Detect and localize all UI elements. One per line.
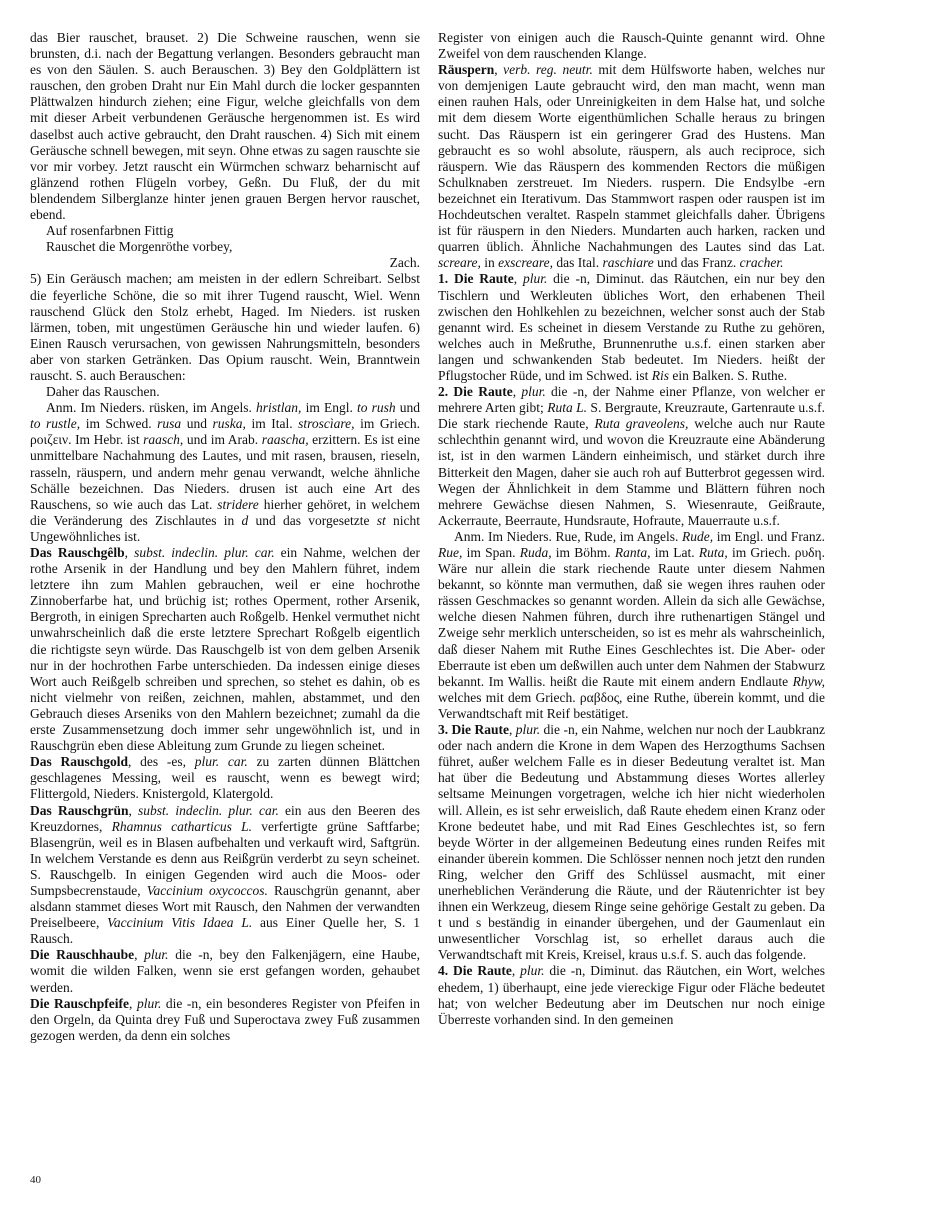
headword: 3. Die Raute <box>438 722 509 738</box>
entry-rauschhaube: Die Rauschhaube, plur. die -n, bey den Falkenjägern, eine Haube, womit die wilden Falken, wenn sie erst gefangen worden, gehaubet werden. <box>30 947 420 995</box>
headword: Räuspern <box>438 62 495 78</box>
verse-line: Rauschet die Morgenröthe vorbey, <box>46 239 233 255</box>
verse-source: Zach. <box>389 255 420 271</box>
entry-raute-2: 2. Die Raute, plur. die -n, der Nahme einer Pflanze, von welcher er mehrere Arten gibt; Ruta L. S. Bergraute, Kreuzraute, Gartenraute u.s.f. Die stark riechende Raute, Ruta graveolens, welche auch nur Raute schlechthin genannt wird, und wovon die Kreuzraute eine Abänderung ist, ist in den warmen Ländern einheimisch, und stärket durch ihre Bitterkeit den Magen, daher sie auch roh auf Butterbrot gegessen wird. Wegen der Ähnlichkeit in dem Stamme und Blättern führen noch mehrere Gewächse diesen Nahmen, S. Wiesenraute, Geißraute, Ackerraute, Beerraute, Hundsraute, Hofraute, Mauerraute u.s.f. <box>438 384 826 528</box>
entry-rauschgelb: Das Rauschgêlb, subst. indeclin. plur. car. ein Nahme, welchen der rothe Arsenik in der Handlung und bey den Mahlern führet, indem letztere ihn zum Mahlen gebrauchen, weil er eine hochrothe Zinnoberfarbe hat, und brüchig ist; rothes Operment, rother Arsenik, Bergroth, in einigen Sprecharten auch Roßgelb. Henkel vermuthet nicht unwahrscheinlich daß die erste letztere Sprechart Roßgelb eigentlich die richtigste seyn würde. Das Rauschgelb ist von dem gelben Arsenik nur in der hochrothen Farbe unterschieden. Da indessen einige dieses Wort auch Reißgelb schreiben und sprechen, so stehet es dahin, ob es nicht vielmehr von reißen, zeichnen, mahlen, abstammet, und den Gebrauch dieses Arseniks von den Mahlern bezeichnet; zumahl da die erste Zusammensetzung doch immer sehr ungewöhnlich ist, und in Rauschgrün eben diese Ableitung zum Grunde zu liegen scheinet. <box>30 545 420 754</box>
headword: Das Rauschgrün <box>30 802 129 818</box>
annotation-raute: Anm. Im Nieders. Rue, Rude, im Angels. Rude, im Engl. und Franz. Rue, im Span. Ruda, im Böhm. Ranta, im Lat. Ruta, im Griech. ρυδη. Wäre nur allein die stark riechende Raute unter diesem Nahmen bekannt, so könnte man vermuthen, daß sie wegen ihres rauhen oder rässen Geschmackes so genannt worden. Allein da sich alle Gewächse, welche diesen Nahmen führen, durch ihre ruthenartigen Stängel und Zweige sehr merklich unterscheiden, so ist es mehr als wahrscheinlich, daß dieser Nahem mit Ruthe Eines Geschlechtes ist. Die Aber- oder Eberraute ist eben um deßwillen auch unter dem Nahmen der Stabwurz bekannt. Im Wallis. heißt die Raute mit einem andern Endlaute Rhyw, welches mit dem Griech. ραβδος, eine Ruthe, überein kommt, und die Verwandtschaft mit Reif bestätiget. <box>438 528 825 721</box>
entry-raute-1: 1. Die Raute, plur. die -n, Diminut. das Räutchen, ein nur bey den Tischlern und Werkleuten übliches Wort, den erhabenen Theil zwischen den Hohlkehlen zu bezeichnen, welcher sonst auch der Stab genannt wird. Es scheinet in diesem Verstande zu Ruthe zu gehören, welches auch in Meßruthe, Brunnenruthe u.s.f. einen starken aber langen und schwankenden Stab bedeutet. Im Nieders. heißt der Pflugstocher Rüde, und im Schwed. ist Ris ein Balken. S. Ruthe. <box>438 271 825 383</box>
entry-rauschen-continuation: das Bier rauschet, brauset. 2) Die Schweine rauschen, wenn sie brunsten, d.i. nach der Begattung verlangen. Besonders gebraucht man es von den Säulen. S. auch Berauschen. 3) Bey den Goldplättern ist rauschen, den groben Draht nur Ein Mahl durch die locker gespannten Plättwalzen hindurch ziehen; eine Figur, welche gleichfalls von dem mit dieser Arbeit verbundenen Geräusche hergenommen ist. Es wird daselbst auch active gebraucht, den Draht rauschen. 4) Sich mit einem Geräusche schnell bewegen, mit seyn. Ohne etwas zu sagen rauschte sie vor mir vorbey. Jetzt rauscht ein Würmchen schwarz beharnischt auf glänzend rothen Flügeln vorbey, Geßn. Du Fluß, der du mit blendendem Silberglanze hinter jenen grauen Bergen hervor rauschet, ebend. <box>30 30 420 223</box>
entry-raeuspern: Räuspern, verb. reg. neutr. mit dem Hülfsworte haben, welches nur von demjenigen Laute gebraucht wird, den man macht, wenn man einen rauhen Hals, oder Unreinigkeiten in dem Halse hat, und solche mit dem diesem Worte eigenthümlichen Schalle heraus zu bringen sucht. Das Räuspern ist ein geringerer Grad des Hustens. Man gebraucht es so wohl absolute, räuspern, als auch reciproce, sich räuspern. Wie das Räuspern des kommenden Rectors die müßigen Schulknaben zerstreuet. Im Nieders. ruspern. Die Endsylbe -ern bezeichnet ein Iterativum. Das Stammwort raspen oder rauspen ist im Hochdeutschen veraltet. Raspeln stammet gleichfalls daher. Übrigens ist für räuspern in den Nieders. Mundarten auch harken, racken und quarren üblich. Ähnliche Nachahmungen des Lautes sind das Lat. screare, in exscreare, das Ital. raschiare und das Franz. cracher. <box>438 62 826 271</box>
entry-rauschen-sense-5-6: 5) Ein Geräusch machen; am meisten in der edlern Schreibart. Selbst die feyerliche Schöne, die so mit ihrer Tugend rauscht, Wiel. Wenn rauschend Glück den Stolz erhebt, Haged. Im Nieders. ist rusken lärmen, toben, mit ungestümen Geräusche hin und wieder laufen. 6) Einen Rausch verursachen, von gewissen Nahrungsmitteln, besonders aber von starken Getränken. Das Opium rauscht. Wein, Branntwein rauscht. S. auch Berauschen: <box>30 271 420 383</box>
annotation-rauschen: Anm. Im Nieders. rüsken, im Angels. hristlan, im Engl. to rush und to rustle, im Schwed. rusa und ruska, im Ital. stroscìare, im Griech. ροιζειν. Im Hebr. ist raasch, und im Arab. raascha, erzittern. Es ist eine unmittelbare Nachahmung des Lautes, und mit rasen, brausen, rieseln, rasseln, räuspern, und andern mehr genau verwandt, welche ähnliche Schälle bezeichnen. Das Nieders. drusen ist auch eine Art des Rauschens, so wie auch das Lat. stridere hierher gehöret, in welchem die Veränderung des Zischlautes in d und das vorgesetzte st nicht Ungewöhnliches ist. <box>30 400 421 544</box>
headword: Die Rauschpfeife <box>30 995 130 1011</box>
headword: Das Rauschgêlb <box>30 545 125 560</box>
headword: 2. Die Raute <box>438 384 513 400</box>
headword: 1. Die Raute <box>438 271 514 287</box>
right-column <box>438 30 825 1170</box>
headword: Das Rauschgold <box>30 754 129 770</box>
entry-raute-3: 3. Die Raute, plur. die -n, ein Nahme, welchen nur noch der Laubkranz oder nach andern die Krone in dem Wapen des Herzogthums Sachsen führet, außer welchem Falle es in dieser Bedeutung veraltet ist. Man hat über die Bedeutung und Abstammung dieses Wortes allerley seltsame Meinungen vorgetragen, welche ich hier nicht wiederholen will. Allein, es ist sehr erweislich, daß Raute ehedem einen Kranz oder Krone bedeutet habe, und mit Rad Eines Geschlechtes ist, so fern beyde Wörter in der allgemeinen Bedeutung eines runden Reifes mit einander überein kommen. Die Schlösser nennen noch jetzt den runden Ring, welcher den Griff des Schlüssel ausmacht, mit einer unerheblichen Veränderung die Räute, und der Räutenrichter ist bey ihnen ein Werkzeug, diesem Ringe seine gehörige Gestalt zu geben. Da t und s beständig in einander übergehen, und der Gaumenlaut ein unwesentlicher Vorschlag ist, so erhellet daraus auch die Verwandtschaft mit Kreis, Kreisel, kraus u.s.f. S. auch das folgende. <box>438 722 826 963</box>
entry-rauschgruen: Das Rauschgrün, subst. indeclin. plur. car. ein aus den Beeren des Kreuzdornes, Rhamnus catharticus L. verfertigte grüne Saftfarbe; Blasengrün, weil es in Blasen aufbehalten und verkauft wird, Saftgrün. In welchem Verstande es denn aus Reißgrün verderbt zu seyn scheinet. S. Rauschgelb. In einigen Gegenden wird auch die Moos- oder Sumpsbecrenstaude, Vaccinium oxycoccos. Rauschgrün genannt, aber alsdann stammet dieses Wort mit Rausch, den Nahmen der verwandten Preiselbeere, Vaccinium Vitis Idaea L. aus Einer Quelle her, S. 1 Rausch. <box>30 802 420 947</box>
headword: 4. Die Raute <box>438 963 512 979</box>
entry-rauschpfeife: Die Rauschpfeife, plur. die -n, ein besonderes Register von Pfeifen in den Orgeln, da Quinta drey Fuß und Superoctava zwey Fuß zusammen gezogen werden, da denn ein solches <box>30 995 420 1043</box>
verse-line: Auf rosenfarbnen Fittig <box>46 223 174 239</box>
headword: Die Rauschhaube <box>30 947 135 963</box>
left-column <box>30 30 420 1170</box>
entry-raute-4: 4. Die Raute, plur. die -n, Diminut. das Räutchen, ein Wort, welches ehedem, 1) überhaupt, eine jede viereckige Figur oder Fläche bedeutet hat; von welcher Bedeutung aber im Deutschen nur noch einige Überreste vorhanden sind. In den gemeinen <box>438 963 825 1027</box>
entry-rauschgold: Das Rauschgold, des -es, plur. car. zu zarten dünnen Blättchen geschlagenes Messing, weil es rauscht, wenn es bewegt wird; Flittergold, Nieders. Knistergold, Klatergold. <box>30 754 420 802</box>
verse-line: Daher das Rauschen. <box>46 384 160 400</box>
entry-rauschpfeife-continuation: Register von einigen auch die Rausch-Quinte genannt wird. Ohne Zweifel von dem rauschenden Klange. <box>438 30 825 62</box>
page-number: 40 <box>30 1174 41 1186</box>
